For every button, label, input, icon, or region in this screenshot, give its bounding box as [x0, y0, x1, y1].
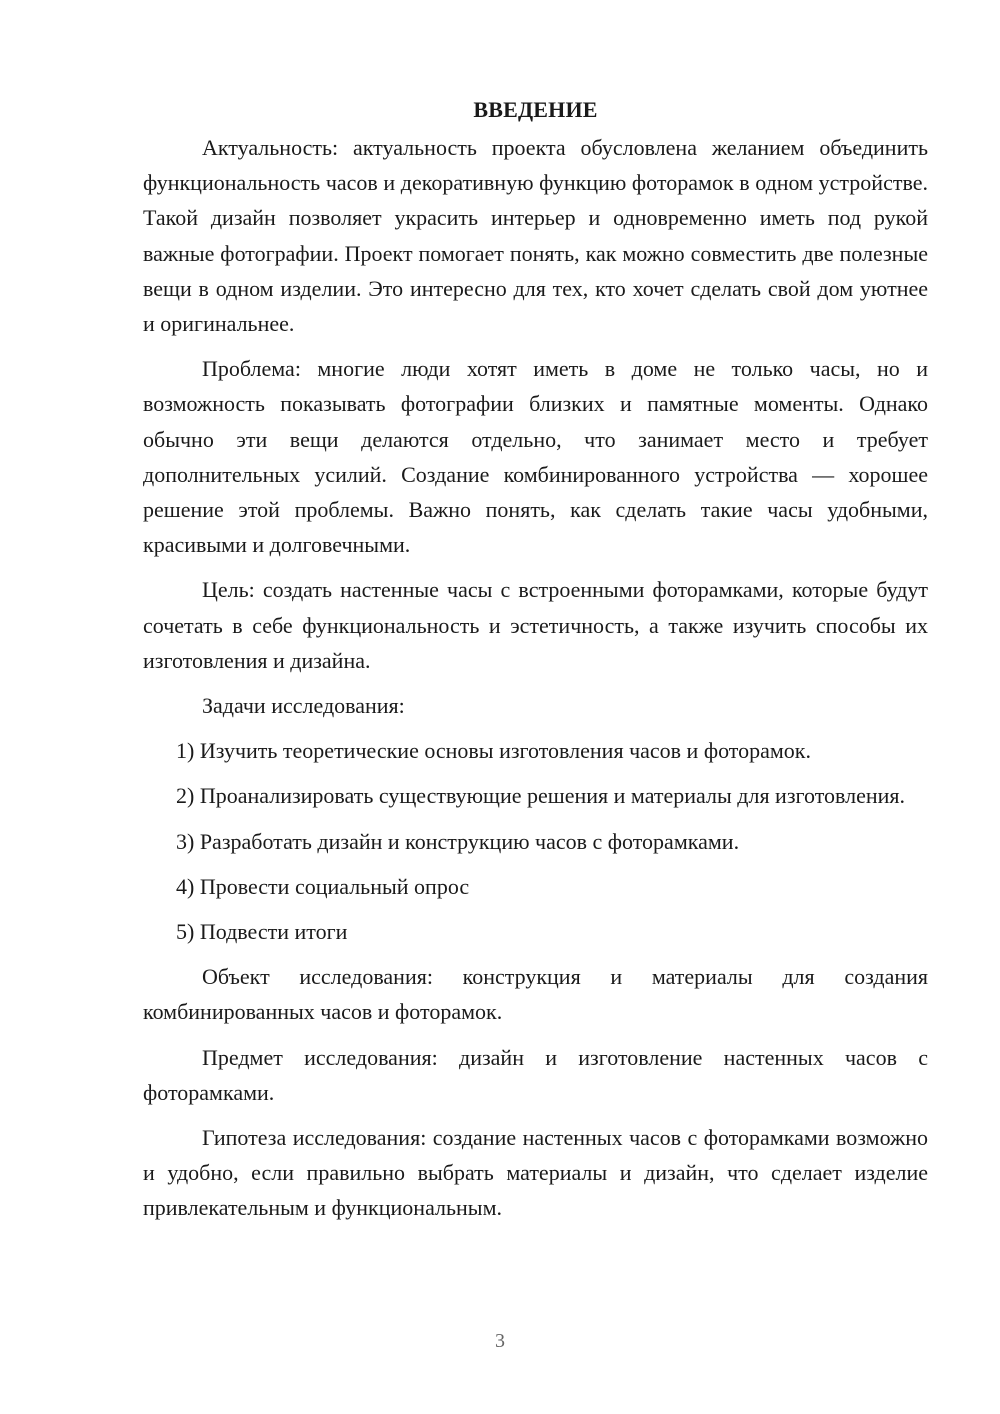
- problem-paragraph: Проблема: многие люди хотят иметь в доме не только часы, но и возможность показывать фотографии близких и памятные моменты. Однако обычно эти вещи делаются отдельно, что занимает место и требует дополнительных усилий. Создание комбинированного устройства — хорошее решение этой проблемы. Важно понять, как сделать такие часы удобными, красивыми и долговечными.: [143, 356, 928, 558]
- page-number: 3: [495, 1330, 505, 1352]
- hypothesis-paragraph: Гипотеза исследования: создание настенных часов с фоторамками возможно и удобно, если правильно выбрать материалы и дизайн, что сделает изделие привлекательным и функциональным.: [143, 1125, 928, 1221]
- section-heading: ВВЕДЕНИЕ: [473, 97, 598, 122]
- object-paragraph: Объект исследования: конструкция и материалы для создания комбинированных часов и фоторамок.: [143, 964, 928, 1025]
- goal-paragraph: Цель: создать настенные часы с встроенными фоторамками, которые будут сочетать в себе функциональность и эстетичность, а также изучить способы их изготовления и дизайна.: [143, 577, 928, 673]
- task-item-2: 2) Проанализировать существующие решения и материалы для изготовления.: [176, 783, 906, 809]
- subject-paragraph: Предмет исследования: дизайн и изготовление настенных часов с фоторамками.: [143, 1044, 928, 1105]
- task-item-1: 1) Изучить теоретические основы изготовления часов и фоторамок.: [176, 738, 811, 764]
- tasks-title: Задачи исследования:: [202, 693, 405, 719]
- task-item-5: 5) Подвести итоги: [176, 919, 348, 945]
- task-item-4: 4) Провести социальный опрос: [176, 873, 470, 899]
- task-item-3: 3) Разработать дизайн и конструкцию часов с фоторамками.: [176, 828, 740, 854]
- document-page: [143, 92, 928, 1236]
- relevance-paragraph: Актуальность: актуальность проекта обусловлена желанием объединить функциональность часов и декоративную функцию фоторамок в одном устройстве. Такой дизайн позволяет украсить интерьер и одновременно иметь под рукой важные фотографии. Проект помогает понять, как можно совместить две полезные вещи в одном изделии. Это интересно для тех, кто хочет сделать свой дом уютнее и оригинальнее.: [143, 135, 928, 337]
